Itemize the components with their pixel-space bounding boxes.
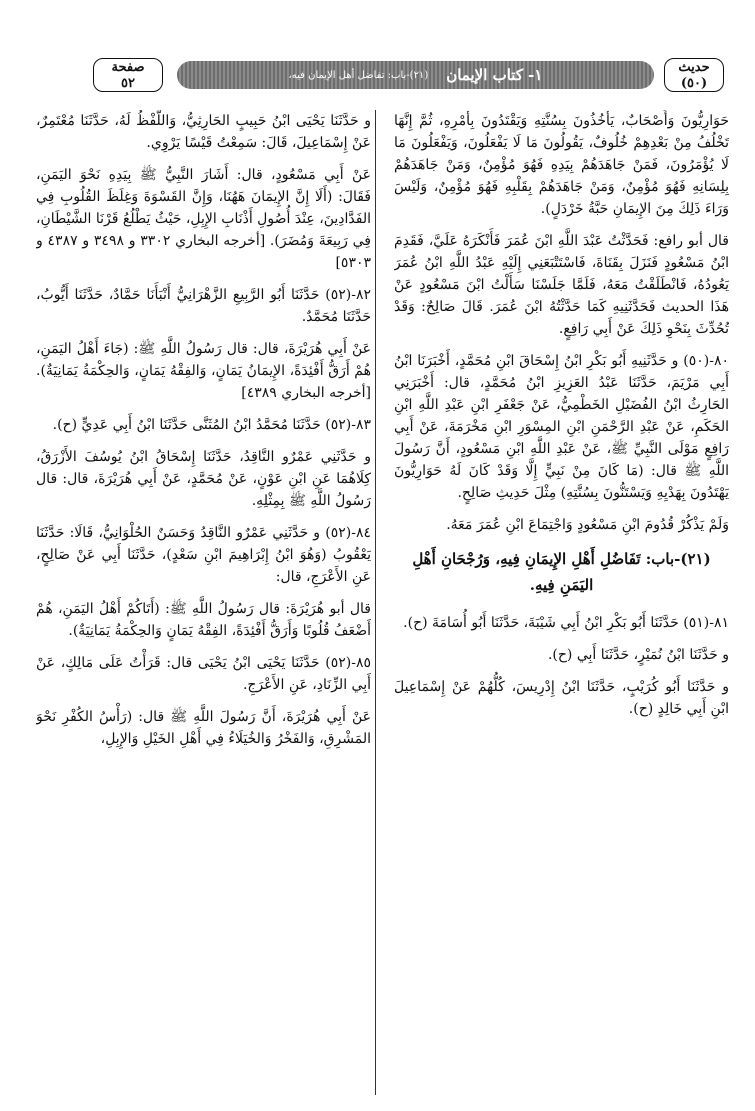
paragraph: قال أبو هُرَيْرَةَ: قال رَسُولُ اللَّهِ ﷺ: (أَتَاكُمْ أَهْلُ اليَمَنِ، هُمْ أَضْعَفُ قُلُوبًا وَأَرَقُّ أَفْئِدَةً، الفِقْهُ يَمَانٍ وَالحِكْمَةُ يَمَانِيَةٌ). <box>36 601 371 639</box>
chapter-subtitle: (٢١)-باب: تفاضل أهل الإيمان فيه، <box>288 69 429 81</box>
paragraph: حَوَارِيُّونَ وَأَصْحَابٌ، يَأْخُذُونَ بِسُنَّتِهِ وَيَقْتَدُونَ بِأَمْرِهِ، ثُمَّ إِنَّهَا تَخْلُفُ مِنْ بَعْدِهِمْ خُلُوفٌ، يَقُولُونَ مَا لَا يَفْعَلُونَ، وَيَفْعَلُونَ مَا لَا يُؤْمَرُونَ، فَمَنْ جَاهَدَهُمْ بِيَدِهِ فَهُوَ مُؤْمِنٌ، وَمَنْ جَاهَدَهُمْ بِلِسَانِهِ فَهُوَ مُؤْمِنٌ، وَمَنْ جَاهَدَهُمْ بِقَلْبِهِ فَهُوَ مُؤْمِنٌ، وَلَيْسَ وَرَاءَ ذَلِكَ مِنَ الإِيمَانِ حَبَّةُ خَرْدَلٍ). <box>394 113 729 217</box>
page-header <box>30 58 724 96</box>
paragraph: عَنْ أَبِي هُرَيْرَةَ، قال: قال رَسُولُ اللَّهِ ﷺ: (جَاءَ أَهْلُ اليَمَنِ، هُمْ أَرَقُّ أَفْئِدَةً، الإِيمَانُ يَمَانٍ، وَالفِقْهُ يَمَانٍ، وَالحِكْمَةُ يَمَانِيَةٌ). [أخرجه البخاري ٤٣٨٩] <box>36 341 371 401</box>
paragraph: عَنْ أَبِي هُرَيْرَةَ، أَنَّ رَسُولَ اللَّهِ ﷺ قال: (رَأْسُ الكُفْرِ نَحْوَ المَشْرِقِ، وَالفَخْرُ وَالخُيَلَاءُ فِي أَهْلِ الخَيْلِ وَالإِبِلِ، <box>36 709 371 747</box>
paragraph: و حَدَّثَنِي عَمْرٌو النَّاقِدُ، حَدَّثَنَا إِسْحَاقُ ابْنُ يُوسُفَ الأَزْرَقُ، كِلَاهُمَا عَنِ ابْنِ عَوْنٍ، عَنْ مُحَمَّدٍ، عَنْ أَبِي هُرَيْرَةَ، قال: قال رَسُولُ اللَّهِ ﷺ بِمِثْلِهِ. <box>36 449 371 509</box>
paragraph: ٨٤-(٥٢) و حَدَّثَنِي عَمْرٌو النَّاقِدُ وَحَسَنٌ الحُلْوَانِيُّ، قَالَا: حَدَّثَنَا يَعْقُوبُ (وَهُوَ ابْنُ إِبْرَاهِيمَ ابْنِ سَعْدٍ)، حَدَّثَنَا أَبِي عَنْ صَالِحٍ، عَنِ الأَعْرَجِ، قال: <box>36 525 371 585</box>
chapter-heading: (٢١)-باب: تَفَاضُلِ أَهْلِ الإِيمَانِ فِيهِ، وَرُجْحَانِ أَهْلِ اليَمَنِ فِيهِ. <box>412 550 711 594</box>
paragraph: ٨١-(٥١) حَدَّثَنَا أَبُو بَكْرِ ابْنُ أَبِي شَيْبَةَ، حَدَّثَنَا أَبُو أُسَامَةَ (ح). <box>403 615 729 631</box>
paragraph: ٨٥-(٥٢) حَدَّثَنَا يَحْيَى ابْنُ يَحْيَى قال: قَرَأْتُ عَلَى مَالِكٍ، عَنْ أَبِي الزِّنَادِ، عَنِ الأَعْرَجِ. <box>36 655 371 693</box>
page-number-box <box>93 58 163 92</box>
left-column <box>36 110 371 1095</box>
paragraph: وَلَمْ يَذْكُرْ قُدُومَ ابْنِ مَسْعُودٍ وَاجْتِمَاعَ ابْنِ عُمَرَ مَعَهُ. <box>446 517 729 533</box>
page-label: صفحة <box>111 60 145 75</box>
page-number: ٥٢ <box>121 76 135 91</box>
hadith-number: (٥٠) <box>680 76 708 91</box>
right-column <box>394 110 729 1095</box>
hadith-number-box <box>664 58 724 92</box>
book-title: ١- كتاب الإيمان <box>446 66 543 84</box>
paragraph: قال أبو رافع: فَحَدَّثْتُ عَبْدَ اللَّهِ ابْنَ عُمَرَ فَأَنْكَرَهُ عَلَيَّ، فَقَدِمَ ابْنُ مَسْعُودٍ فَنَزَلَ بِقَنَاةَ، فَاسْتَتْبَعَنِي إِلَيْهِ عَبْدُ اللَّهِ ابْنُ عُمَرَ يَعُودُهُ، فَانْطَلَقْتُ مَعَهُ، فَلَمَّا جَلَسْنَا سَأَلْتُ ابْنَ مَسْعُودٍ عَنْ هَذَا الحديث فَحَدَّثَنِيهِ كَمَا حَدَّثْتُهُ ابْنَ عُمَرَ. قَالَ صَالِحٌ: وَقَدْ تُحُدِّثَ بِنَحْوِ ذَلِكَ عَنْ أَبِي رَافِعٍ. <box>394 233 729 337</box>
paragraph: ٨٣-(٥٢) حَدَّثَنَا مُحَمَّدُ ابْنُ المُثَنَّى حَدَّثَنَا ابْنُ أَبِي عَدِيٍّ (ح). <box>52 417 371 433</box>
paragraph: ٨٠-(٥٠) و حَدَّثَنِيهِ أَبُو بَكْرِ ابْنُ إِسْحَاقَ ابْنِ مُحَمَّدٍ، أَخْبَرَنَا ابْنُ أَبِي مَرْيَمَ، حَدَّثَنَا عَبْدُ العَزِيزِ ابْنُ مُحَمَّدٍ، قال: أَخْبَرَنِي الحَارِثُ ابْنُ الفُضَيْلِ الخَطْمِيُّ، عَنْ جَعْفَرِ ابْنِ عَبْدِ اللَّهِ ابْنِ الحَكَمِ، عَنْ عَبْدِ الرَّحْمَنِ ابْنِ المِسْوَرِ ابْنِ مَخْرَمَةَ، عَنْ أَبِي رَافِعٍ مَوْلَى النَّبِيِّ ﷺ، عَنْ عَبْدِ اللَّهِ ابْنِ مَسْعُودٍ، أَنَّ رَسُولَ اللَّهِ ﷺ قال: (مَا كَانَ مِنْ نَبِيٍّ إِلَّا وَقَدْ كَانَ لَهُ حَوَارِيُّونَ يَهْتَدُونَ بِهَدْيِهِ وَيَسْتَنُّونَ بِسُنَّتِهِ) مِثْلَ حَدِيثِ صَالِحٍ. <box>394 353 729 501</box>
paragraph: و حَدَّثَنَا ابْنُ نُمَيْرٍ، حَدَّثَنَا أَبِي (ح). <box>547 647 729 663</box>
column-divider <box>375 110 376 1095</box>
paragraph: و حَدَّثَنَا أَبُو كُرَيْبٍ، حَدَّثَنَا ابْنُ إِدْرِيسَ، كُلُّهُمْ عَنْ إِسْمَاعِيلَ ابْنِ أَبِي خَالِدٍ (ح). <box>394 679 729 717</box>
hadith-label: حديث <box>678 60 710 75</box>
paragraph: ٨٢-(٥٢) حَدَّثَنَا أَبُو الرَّبِيعِ الزَّهْرَانِيُّ أَنْبَأَنَا حَمَّادٌ، حَدَّثَنَا أَيُّوبُ، حَدَّثَنَا مُحَمَّدٌ. <box>36 287 371 325</box>
chapter-banner <box>177 61 654 89</box>
paragraph: و حَدَّثَنَا يَحْيَى ابْنُ حَبِيبٍ الحَارِثِيُّ، وَاللَّفْظُ لَهُ، حَدَّثَنَا مُعْتَمِرٌ، عَنْ إِسْمَاعِيلَ، قَالَ: سَمِعْتُ قَيْسًا يَرْوِي. <box>36 113 371 151</box>
paragraph: عَنْ أَبِي مَسْعُودٍ، قال: أَشَارَ النَّبِيُّ ﷺ بِيَدِهِ نَحْوَ اليَمَنِ، فَقَالَ: (أَلَا إِنَّ الإِيمَانَ هَهُنَا، وَإِنَّ القَسْوَةَ وَغِلَظَ القُلُوبِ فِي الفَدَّادِينَ، عِنْدَ أُصُولِ أَذْنَابِ الإِبِلِ، حَيْثُ يَطْلُعُ قَرْنَا الشَّيْطَانِ، فِي رَبِيعَةَ وَمُضَرَ). [أخرجه البخاري ٣٣٠٢ و ٣٤٩٨ و ٤٣٨٧ و ٥٣٠٣] <box>36 167 371 271</box>
